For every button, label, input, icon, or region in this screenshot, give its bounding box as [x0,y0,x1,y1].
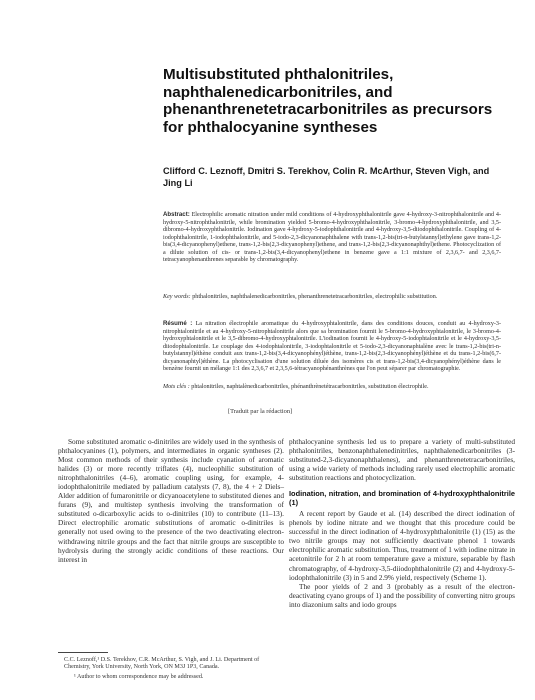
section-paragraph: A recent report by Gaude et al. (14) described the direct iodination of phenols by iodine nitrate and we thought that this procedure could be successful in the direct iodination of 4-hydroxyphthalonitrile (1) (15) as the two nitrile groups may not sufficiently deactivate phenol 1 towards electrophilic aromatic substitution. Thus, treatment of 1 with iodine nitrate in acetonitrile for 2 h at room temperature gave a mixture, separable by flash chromatography, of 4-hydroxy-3,5-diiodophthalonitrile (2) and 4-hydroxy-5-iodophthalonitrile (3) in 5 and 2.9% yield, respectively (Scheme 1). [289,509,515,582]
resume-text: La nitration électrophile aromatique du 4-hydroxyphtalonitrile, dans des conditions douces, conduit au 4-hydroxy-3-nitrophtalonitrile et au 4-hydroxy-5-nitrophtalonitrile alors que sa bromination fournit le 5-bromo-4-hydroxyphtalonitrile, le 3-bromo-4-hydroxyphtalonitrile et le 3,5-dibromo-4-hydroxyphtalonitrile. L'iodination fournit le 4-hydroxy-5-iodophtalonitrile et le 4-hydroxy-3,5-diiodophtalonitrile. Le couplage des 4-iodophtalonitrile, 3-iodophtalonitrile et 5-iodo-2,3-dicyanonaphtalène avec le trans-1,2-bis(tri-n-butylstannyl)éthène conduit aux trans-1,2-bis(3,4-dicyanophényl)éthène, trans-1,2-bis(2,3-dicyanophényl)éthène et du trans-1,2-bis(6,7-dicyanonaphtyl)éthène. La photocyclisation d'une solution diluée des isomères cis et trans-1,2-bis(3,4-dicyanophényl)éthène dans le benzène fournit un mélange 1:1 des 2,3,6,7 et 2,3,5,6-tétracyanophénanthrènes que l'on peut séparer par chromatographie. [163,321,502,373]
abstract-label: Abstract: [163,211,190,218]
article-title: Multisubstituted phthalonitriles, naphthalenedicarbonitriles, and phenanthrenetetracarbonitriles as precursors for phthalocyanine syntheses [163,66,493,136]
footnote-divider [58,652,108,653]
body-column-left [58,437,284,564]
abstract-text: Electrophilic aromatic nitration under mild conditions of 4-hydroxyphthalonitrile gave 4-hydroxy-3-nitrophthalonitrile and 4-hydroxy-5-nitrophthalonitrile, while bromination yielded 5-bromo-4-hydroxyphthalonitrile, 3-bromo-4-hydroxyphthalonitrile, and 3,5-dibromo-4-hydroxyphthalonitrile. Iodination gave 4-hydroxy-5-iodophthalonitrile and 4-hydroxy-3,5-diiodophthalonitrile. Coupling of 4-iodophthalonitrile, 1-iodophthalonitrile, and 5-iodo-2,3-dicyanonaphthalene with trans-1,2-bis(tri-n-butylstannyl)ethylene gave trans-1,2-bis(3,4-dicyanophenyl)ethene, trans-1,2-bis(2,3-dicyanophenyl)ethene, and trans-1,2-bis(2,3-dicyanonaphthyl)ethene. Photocyclization of a dilute solution of cis- or trans-1,2-bis(3,4-dicyanophenyl)ethene in benzene gave a 1:1 mixture of 2,3,6,7- and 2,3,6,7-tetracyanophenanthrenes separable by chromatography. [163,212,501,264]
resume [163,320,501,374]
mots-cles [163,384,501,392]
author-list: Clifford C. Leznoff, Dmitri S. Terekhov, Colin R. McArthur, Steven Vigh, and Jing Li [163,166,490,188]
affiliation-footnote: C.C. Leznoff,¹ D.S. Terekhov, C.R. McArthur, S. Vigh, and J. Li. Department of Chemistry, York University, North York, ON M3J 1P3, Canada. [64,657,260,671]
body-column-right [289,437,515,609]
section-paragraph-2: The poor yields of 2 and 3 (probably as a result of the electron-deactivating cyano groups of 1) and the possibility of converting nitro groups into diazonium salts and iodo groups [289,581,515,609]
keywords-label: Key words: [163,294,191,300]
keywords [163,294,501,302]
footnotes [64,657,274,683]
translation-note: [Traduit par la rédaction] [228,408,293,415]
intro-paragraph: Some substituted aromatic o-dinitriles are widely used in the synthesis of phthalocyanines (1), polymers, and intermediates in organic syntheses (2). Most common methods of their synthesis include cyanation of aromatic halides (3) or more recently triflates (4), nucleophilic substitution of nitrophthalonitriles (4–6), aromatic coupling using, for example, 4-iodophthalonitrile mediated by palladium catalysts (7, 8), the 4 + 2 Diels–Alder addition of fumaronitrile or dicyanoacetylene to substituted dienes and furans (9), and multistep synthesis involving the transformation of substituted o-dicarboxylic acids to o-dinitriles (10) to contribute (11–13). Direct electrophilic aromatic substitutions of aromatic o-dinitriles is generally not used owing to the presence of the two deactivating electron-withdrawing nitrile groups and the fact that nitrile groups are susceptible to hydrolysis during the strongly acidic conditions of these reactions. Our interest in [58,437,284,564]
mots-cles-text: phtalonitriles, naphtalènedicarbonitriles, phénanthrènetétracarbonitriles, substitution électrophile. [191,384,429,390]
intro-paragraph-continued: phthalocyanine synthesis led us to prepare a variety of multi-substituted phthalonitriles, benzonaphthalenedinitriles, naphthalenedicarbonitriles (3-substituted-2,3-dicyanonaphthalenes), and phenanthrenetetracarbonitriles, using a wide variety of methods including rarely used electrophilic aromatic substitution reactions and photocyclization. [289,437,515,483]
keywords-text: phthalonitriles, naphthalenedicarbonitriles, phenanthrenetetracarbonitriles, electrophilic substitution. [192,294,438,300]
mots-cles-label: Mots clés : [163,384,190,390]
abstract [163,211,501,265]
resume-label: Résumé : [163,320,193,327]
correspondence-footnote: ¹ Author to whom correspondence may be addressed. [74,673,204,680]
section-heading: Iodination, nitration, and bromination of 4-hydroxyphthalonitrile (1) [289,489,515,508]
